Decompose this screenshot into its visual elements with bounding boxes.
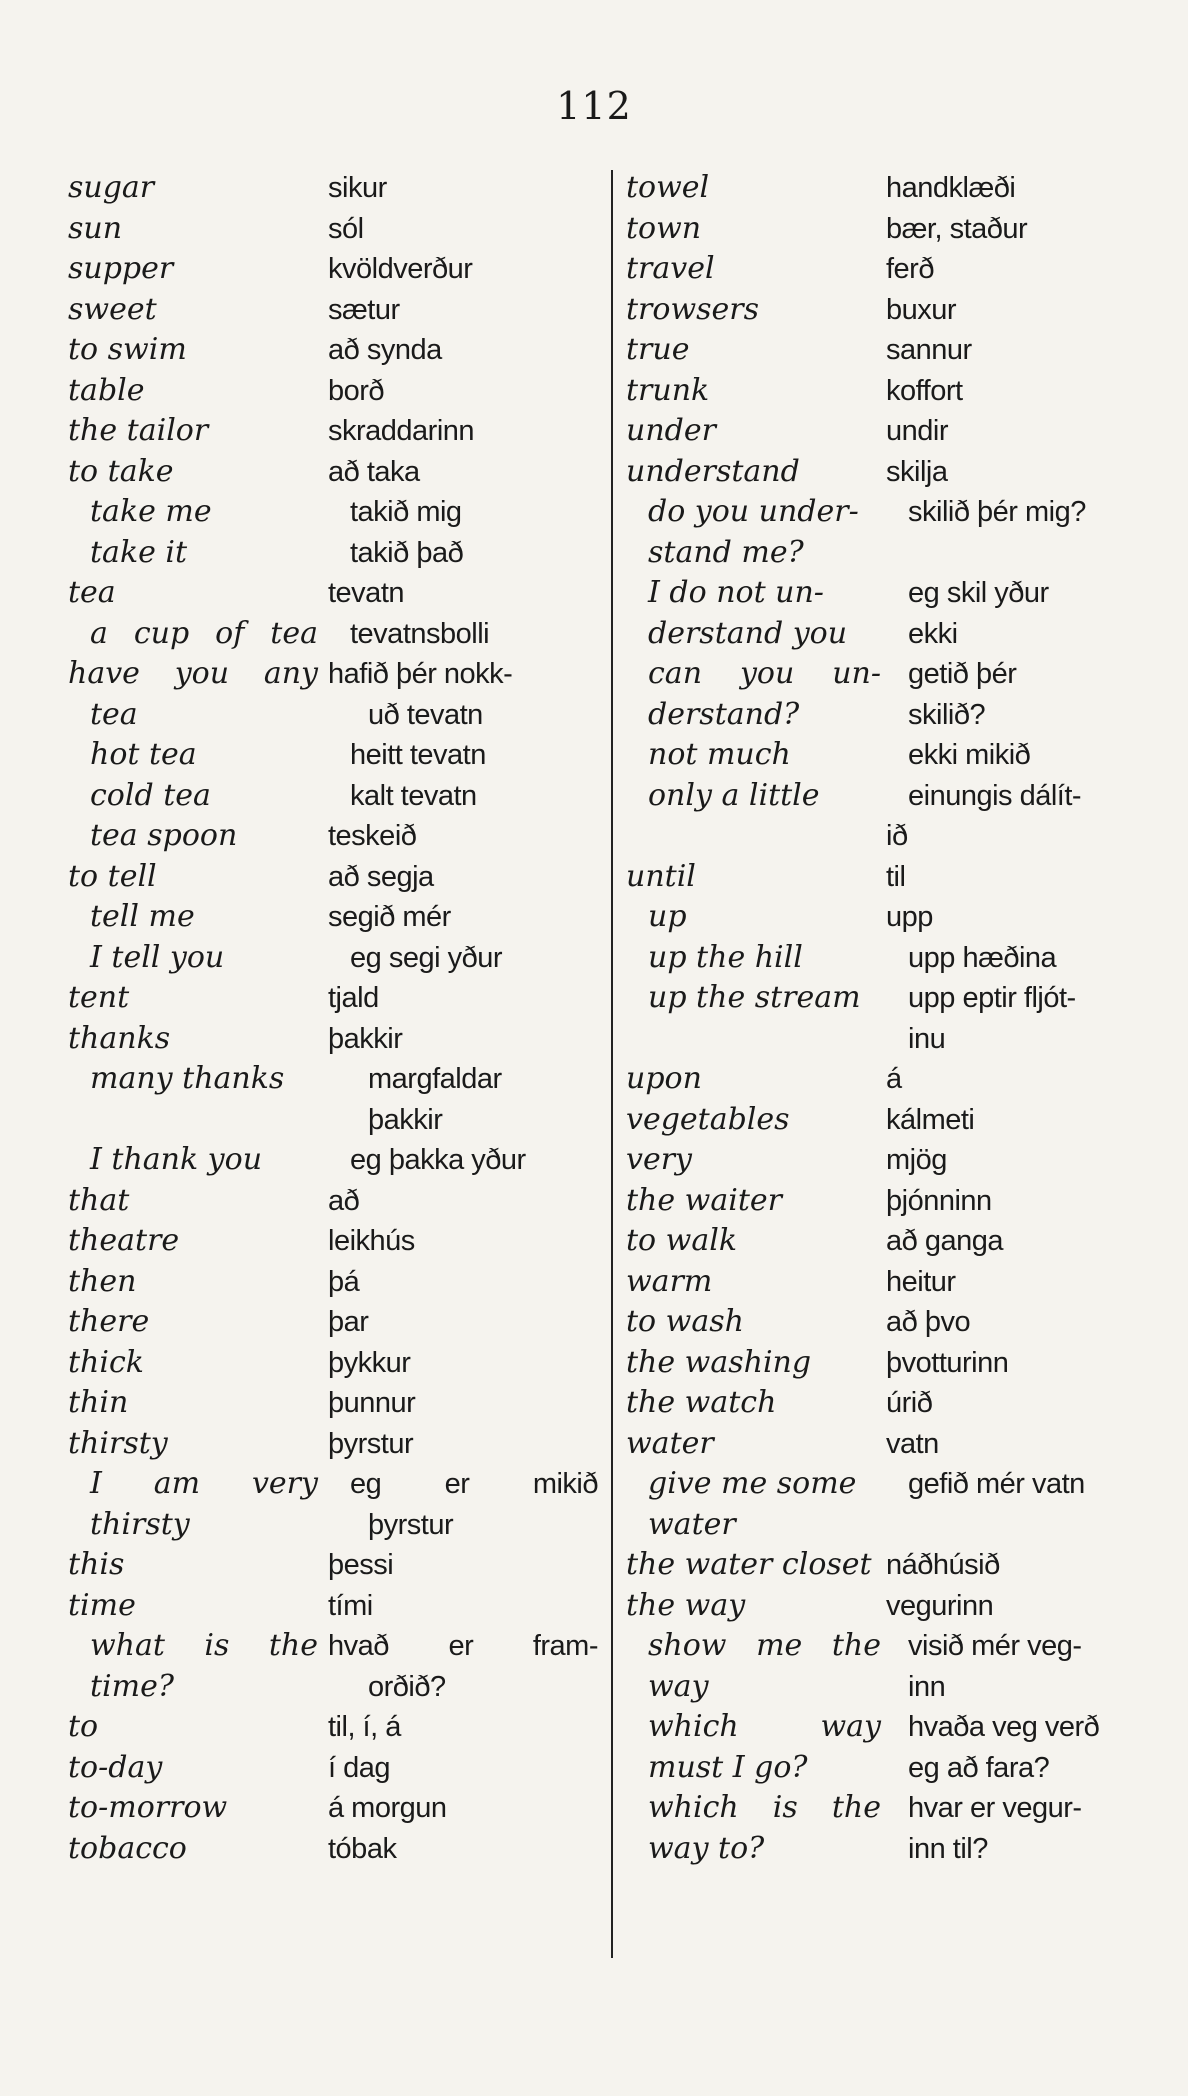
icelandic-term: skilja xyxy=(886,455,948,488)
column-divider xyxy=(611,170,613,1958)
english-term: the way xyxy=(626,1587,746,1623)
icelandic-term: skilið þér mig? xyxy=(908,496,1086,528)
english-term: tea xyxy=(68,575,116,610)
icelandic-term: kvöldverður xyxy=(328,253,473,285)
english-term xyxy=(626,1019,881,1060)
english-term: this xyxy=(68,1547,125,1582)
english-term: thin xyxy=(68,1385,129,1420)
icelandic-term: þakkir xyxy=(368,1103,443,1136)
icelandic-term: þá xyxy=(328,1265,360,1298)
english-term: very xyxy=(626,1142,692,1177)
icelandic-term: þakkir xyxy=(328,1022,403,1055)
term-word: the xyxy=(831,1790,881,1825)
icelandic-term: þjónninn xyxy=(886,1184,992,1217)
english-term: to-morrow xyxy=(68,1790,228,1825)
icelandic-term: heitt tevatn xyxy=(350,739,486,771)
icelandic-term: einungis dálít- xyxy=(908,779,1082,812)
icelandic-term: þyrstur xyxy=(368,1508,454,1541)
icelandic-term xyxy=(886,1505,1136,1546)
icelandic-term: ferð xyxy=(886,253,934,285)
icelandic-term: takið mig xyxy=(350,496,462,528)
english-term: the water closet xyxy=(626,1547,872,1582)
term-word: is xyxy=(772,1790,798,1825)
english-term: to swim xyxy=(68,332,187,367)
english-term: to take xyxy=(68,453,174,489)
english-term: to-day xyxy=(68,1749,163,1785)
english-term: tent xyxy=(68,980,130,1015)
icelandic-term: koffort xyxy=(886,374,963,407)
icelandic-term: bær, staður xyxy=(886,212,1028,245)
icelandic-term: margfaldar xyxy=(368,1063,502,1095)
english-term: take it xyxy=(90,534,188,570)
icelandic-term: að ganga xyxy=(886,1225,1003,1257)
icelandic-term: skilið? xyxy=(908,698,986,731)
english-term: sugar xyxy=(68,170,155,205)
icelandic-term: orðið? xyxy=(368,1670,446,1703)
icelandic-term: undir xyxy=(886,415,948,447)
english-term: that xyxy=(68,1182,130,1218)
left-english-column xyxy=(68,168,318,1869)
page-number: 112 xyxy=(556,84,632,128)
term-word: the xyxy=(831,1628,881,1663)
icelandic-term: sól xyxy=(328,212,364,245)
icelandic-term: tevatn xyxy=(328,577,404,609)
icelandic-term: eg skil yður xyxy=(908,577,1049,609)
english-term: thanks xyxy=(68,1020,171,1056)
english-term: then xyxy=(68,1263,137,1299)
icelandic-term xyxy=(328,1626,598,1667)
english-term: tell me xyxy=(90,899,195,934)
english-term: stand me? xyxy=(648,534,804,570)
english-term: trowsers xyxy=(626,291,760,327)
english-term: to wash xyxy=(626,1304,744,1339)
icelandic-term: inn xyxy=(908,1670,946,1703)
english-term: must I go? xyxy=(648,1749,808,1785)
english-term: up xyxy=(648,899,687,934)
term-word: the xyxy=(268,1628,318,1663)
icelandic-term: á xyxy=(886,1063,902,1095)
icelandic-term: upp eptir fljót- xyxy=(908,982,1076,1014)
icelandic-term: kálmeti xyxy=(886,1103,975,1136)
english-term: to xyxy=(68,1709,99,1744)
icelandic-term: vatn xyxy=(886,1427,939,1460)
english-term: supper xyxy=(68,251,174,286)
english-term: thirsty xyxy=(90,1506,190,1542)
term-word: a xyxy=(90,615,108,651)
icelandic-term: leikhús xyxy=(328,1225,415,1257)
english-term: warm xyxy=(626,1263,713,1299)
term-word: me xyxy=(756,1628,803,1663)
english-term: give me some xyxy=(648,1466,857,1501)
term-word: way xyxy=(820,1709,881,1744)
icelandic-term: náðhúsið xyxy=(886,1549,1000,1581)
term-word: hvað xyxy=(328,1630,389,1662)
english-term xyxy=(68,614,318,655)
term-word: un- xyxy=(832,656,881,691)
english-term xyxy=(626,816,881,857)
english-term: only a little xyxy=(648,777,820,813)
icelandic-term: að synda xyxy=(328,334,442,366)
english-term xyxy=(626,654,881,695)
term-word: what xyxy=(90,1628,165,1663)
english-term: sun xyxy=(68,210,123,246)
icelandic-term: hafið þér nokk- xyxy=(328,658,513,690)
english-term xyxy=(626,1788,881,1829)
icelandic-term: borð xyxy=(328,374,385,407)
icelandic-term: hvar er vegur- xyxy=(908,1792,1082,1824)
english-term: way xyxy=(648,1668,709,1704)
english-term: way to? xyxy=(648,1830,765,1866)
english-term: the waiter xyxy=(626,1182,782,1218)
english-term: not much xyxy=(648,737,791,772)
icelandic-term: að taka xyxy=(328,455,420,488)
english-term: cold tea xyxy=(90,777,211,813)
english-term: true xyxy=(626,332,690,367)
term-word: am xyxy=(153,1466,201,1501)
right-english-column xyxy=(626,168,881,1869)
icelandic-term: upp xyxy=(886,901,933,933)
icelandic-term: hvaða veg verð xyxy=(908,1711,1100,1743)
icelandic-term: teskeið xyxy=(328,820,417,852)
english-term: under xyxy=(626,413,716,448)
english-term: to tell xyxy=(68,858,157,894)
icelandic-term: til xyxy=(886,860,906,893)
english-term: towel xyxy=(626,170,710,205)
icelandic-term: heitur xyxy=(886,1265,956,1298)
english-term: I thank you xyxy=(90,1142,263,1177)
icelandic-term: skraddarinn xyxy=(328,415,475,447)
icelandic-term: eg þakka yður xyxy=(350,1144,526,1176)
icelandic-term: þunnur xyxy=(328,1387,416,1419)
english-term: I do not un- xyxy=(648,575,824,610)
icelandic-term: í dag xyxy=(328,1751,390,1784)
english-term xyxy=(68,1464,318,1505)
english-term: there xyxy=(68,1304,150,1339)
english-term xyxy=(68,654,318,695)
term-word: which xyxy=(648,1790,739,1825)
english-term: tobacco xyxy=(68,1830,187,1866)
english-term xyxy=(626,1707,881,1748)
icelandic-term: upp hæðina xyxy=(908,941,1057,974)
term-word: tea xyxy=(270,615,318,651)
icelandic-term: þvotturinn xyxy=(886,1346,1009,1379)
icelandic-term: kalt tevatn xyxy=(350,779,477,812)
term-word: very xyxy=(251,1466,318,1501)
english-term: trunk xyxy=(626,372,710,408)
english-term: water xyxy=(648,1506,736,1542)
english-term: upon xyxy=(626,1061,702,1096)
english-term: derstand you xyxy=(648,615,848,651)
icelandic-term: segið mér xyxy=(328,901,451,933)
icelandic-term: ekki mikið xyxy=(908,739,1031,771)
term-word: eg xyxy=(350,1468,382,1500)
english-term xyxy=(68,1626,318,1667)
icelandic-term: visið mér veg- xyxy=(908,1630,1082,1662)
icelandic-term: inn til? xyxy=(908,1832,988,1865)
english-term: sweet xyxy=(68,291,157,327)
icelandic-term: til, í, á xyxy=(328,1711,401,1743)
icelandic-term: ið xyxy=(886,820,908,852)
term-word: have xyxy=(68,656,140,691)
english-term: vegetables xyxy=(626,1101,790,1137)
english-term: time? xyxy=(90,1668,174,1704)
english-term: take me xyxy=(90,494,212,529)
term-word: can xyxy=(648,656,703,691)
icelandic-term: að xyxy=(328,1184,360,1217)
icelandic-term: eg segi yður xyxy=(350,941,502,974)
icelandic-term xyxy=(328,1464,598,1505)
left-icelandic-column xyxy=(328,168,598,1869)
term-word: is xyxy=(204,1628,230,1663)
english-term: many thanks xyxy=(90,1061,285,1096)
icelandic-term: getið þér xyxy=(908,658,1017,690)
english-term: tea xyxy=(90,696,138,732)
term-word: which xyxy=(648,1709,739,1744)
term-word: I xyxy=(90,1466,102,1501)
term-word: cup xyxy=(133,615,190,651)
term-word: fram- xyxy=(532,1630,598,1662)
icelandic-term: tjald xyxy=(328,982,379,1014)
icelandic-term: að segja xyxy=(328,860,434,893)
english-term: thirsty xyxy=(68,1425,168,1461)
icelandic-term: þar xyxy=(328,1306,369,1338)
english-term: I tell you xyxy=(90,939,225,975)
icelandic-term: tími xyxy=(328,1589,373,1622)
icelandic-term: þyrstur xyxy=(328,1427,414,1460)
english-term: travel xyxy=(626,251,715,286)
english-term xyxy=(626,1626,881,1667)
icelandic-term: gefið mér vatn xyxy=(908,1468,1085,1500)
term-word: of xyxy=(215,615,245,651)
term-word: you xyxy=(739,656,795,691)
term-word: mikið xyxy=(532,1468,598,1500)
term-word: er xyxy=(444,1468,470,1500)
icelandic-term: þykkur xyxy=(328,1346,411,1379)
icelandic-term: sannur xyxy=(886,334,972,366)
english-term: water xyxy=(626,1425,714,1461)
icelandic-term: buxur xyxy=(886,293,957,326)
english-term: to walk xyxy=(626,1223,737,1258)
english-term: up the stream xyxy=(648,980,861,1015)
icelandic-term: á morgun xyxy=(328,1792,447,1824)
english-term: up the hill xyxy=(648,939,803,975)
english-term: time xyxy=(68,1587,136,1623)
term-word: any xyxy=(263,656,318,691)
icelandic-term: ekki xyxy=(908,617,958,650)
icelandic-term: tóbak xyxy=(328,1832,397,1865)
icelandic-term: inu xyxy=(908,1022,946,1055)
icelandic-term: uð tevatn xyxy=(368,698,483,731)
icelandic-term: sætur xyxy=(328,293,400,326)
icelandic-term: mjög xyxy=(886,1144,947,1176)
icelandic-term: úrið xyxy=(886,1387,933,1419)
english-term: do you under- xyxy=(648,494,859,529)
english-term: thick xyxy=(68,1344,144,1380)
english-term: understand xyxy=(626,453,800,489)
term-word: show xyxy=(648,1628,727,1663)
english-term xyxy=(68,1100,318,1141)
term-word: er xyxy=(448,1630,474,1662)
term-word: you xyxy=(174,656,230,691)
icelandic-term: eg að fara? xyxy=(908,1751,1050,1784)
right-icelandic-column xyxy=(886,168,1136,1869)
icelandic-term: tevatnsbolli xyxy=(350,617,490,650)
english-term: theatre xyxy=(68,1223,180,1258)
english-term: derstand? xyxy=(648,696,800,732)
english-term: town xyxy=(626,210,702,246)
icelandic-term: þessi xyxy=(328,1549,394,1581)
english-term: tea spoon xyxy=(90,818,238,853)
english-term: the watch xyxy=(626,1385,777,1420)
icelandic-term: að þvo xyxy=(886,1306,971,1338)
english-term: hot tea xyxy=(90,737,197,772)
english-term: table xyxy=(68,372,145,408)
english-term: the washing xyxy=(626,1344,812,1380)
icelandic-term xyxy=(886,533,1136,574)
english-term: until xyxy=(626,858,696,894)
english-term: the tailor xyxy=(68,413,209,448)
icelandic-term: handklæði xyxy=(886,172,1016,204)
icelandic-term: sikur xyxy=(328,172,387,204)
icelandic-term: vegurinn xyxy=(886,1589,994,1622)
icelandic-term: takið það xyxy=(350,536,464,569)
